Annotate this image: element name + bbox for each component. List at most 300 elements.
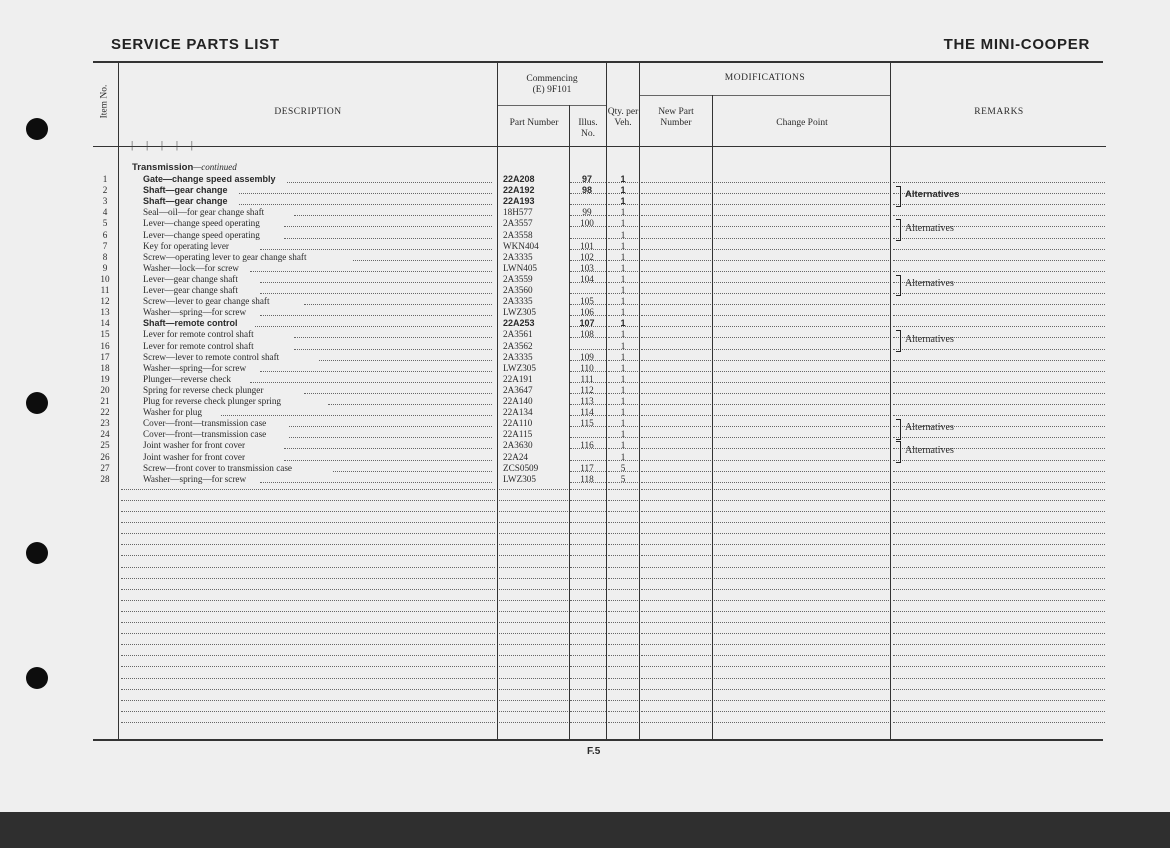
leader-dots — [608, 337, 638, 338]
leader-dots — [239, 193, 492, 194]
item-description: Cover—front—transmission case — [143, 429, 267, 440]
leader-dots — [570, 589, 606, 590]
item-description: Cover—front—transmission case — [143, 418, 267, 429]
leader-dots — [641, 578, 711, 579]
alternatives-bracket — [896, 441, 901, 462]
leader-dots — [893, 533, 1105, 534]
leader-dots — [641, 555, 711, 556]
item-description: Seal—oil—for gear change shaft — [143, 207, 265, 218]
leader-dots — [714, 437, 889, 438]
leader-dots — [641, 437, 711, 438]
quantity: 1 — [620, 296, 626, 307]
leader-dots — [641, 644, 711, 645]
commencing-rule — [498, 105, 606, 106]
item-number: 27 — [100, 462, 110, 473]
leader-dots — [608, 360, 638, 361]
leader-dots — [570, 555, 606, 556]
table-row — [0, 185, 1170, 196]
leader-dots — [714, 448, 889, 449]
leader-dots — [893, 633, 1105, 634]
leader-dots — [641, 282, 711, 283]
leader-dots — [608, 382, 638, 383]
leader-dots — [608, 700, 638, 701]
leader-dots — [121, 689, 495, 690]
illus-number: 111 — [580, 373, 594, 384]
part-number: 2A3562 — [503, 340, 533, 351]
remark-text: Alternatives — [905, 222, 954, 234]
leader-dots — [570, 349, 606, 350]
leader-dots — [641, 238, 711, 239]
illus-number: 113 — [580, 396, 594, 406]
illus-number: 118 — [580, 473, 594, 484]
leader-dots — [641, 489, 711, 490]
leader-dots — [608, 415, 638, 416]
table-row — [0, 418, 1170, 429]
leader-dots — [499, 622, 568, 623]
item-number: 10 — [100, 273, 110, 284]
item-number: 15 — [100, 329, 110, 340]
leader-dots — [714, 215, 889, 216]
quantity: 1 — [620, 329, 626, 340]
leader-dots — [893, 666, 1105, 667]
leader-dots — [570, 533, 606, 534]
leader-dots — [250, 271, 492, 272]
leader-dots — [289, 437, 492, 438]
quantity: 1 — [620, 351, 626, 362]
table-row — [0, 318, 1170, 329]
leader-dots — [239, 204, 492, 205]
leader-dots — [893, 522, 1105, 523]
leader-dots — [641, 337, 711, 338]
leader-dots — [641, 304, 711, 305]
table-row — [0, 474, 1170, 485]
part-number: 2A3335 — [503, 351, 533, 362]
leader-dots — [608, 282, 638, 283]
leader-dots — [641, 567, 711, 568]
leader-dots — [714, 415, 889, 416]
leader-dots — [570, 522, 606, 523]
quantity: 1 — [620, 384, 626, 395]
leader-dots — [893, 404, 1105, 405]
leader-dots — [255, 326, 492, 327]
item-description: Washer for plug — [143, 407, 202, 418]
leader-dots — [499, 655, 568, 656]
leader-dots — [714, 337, 889, 338]
item-description: Plunger—reverse check — [143, 373, 232, 384]
quantity: 1 — [620, 373, 626, 384]
quantity: 1 — [620, 174, 626, 184]
item-number: 23 — [100, 418, 110, 429]
leader-dots — [641, 711, 711, 712]
part-number: 22A24 — [503, 451, 529, 462]
leader-dots — [570, 238, 606, 239]
leader-dots — [893, 415, 1105, 416]
leader-dots — [714, 622, 889, 623]
leader-dots — [121, 611, 495, 612]
illus-number: 115 — [580, 418, 594, 429]
leader-dots — [499, 489, 568, 490]
leader-dots — [893, 326, 1105, 327]
leader-dots — [499, 533, 568, 534]
illus-number: 99 — [582, 207, 592, 218]
leader-dots — [570, 271, 606, 272]
item-description: Screw—lever to gear change shaft — [143, 296, 270, 307]
leader-dots — [714, 349, 889, 350]
leader-dots — [714, 204, 889, 205]
part-number: 2A3557 — [503, 218, 533, 229]
leader-dots — [499, 711, 568, 712]
leader-dots — [893, 215, 1105, 216]
quantity: 1 — [620, 451, 626, 462]
leader-dots — [714, 260, 889, 261]
leader-dots — [499, 722, 568, 723]
leader-dots — [260, 249, 492, 250]
table-row — [0, 463, 1170, 474]
leader-dots — [499, 544, 568, 545]
leader-dots — [570, 482, 606, 483]
leader-dots — [328, 404, 492, 405]
leader-dots — [893, 489, 1105, 490]
leader-dots — [570, 360, 606, 361]
leader-dots — [893, 249, 1105, 250]
part-number: 22A193 — [503, 196, 535, 207]
leader-dots — [121, 633, 495, 634]
leader-dots — [641, 622, 711, 623]
quantity: 1 — [620, 362, 626, 373]
leader-dots — [893, 544, 1105, 545]
leader-dots — [333, 471, 492, 472]
leader-dots — [294, 349, 492, 350]
leader-dots — [121, 655, 495, 656]
leader-dots — [284, 460, 492, 461]
leader-dots — [714, 700, 889, 701]
leader-dots — [714, 360, 889, 361]
leader-dots — [608, 271, 638, 272]
level-marks: | | | | | — [131, 139, 199, 151]
leader-dots — [570, 315, 606, 316]
leader-dots — [641, 226, 711, 227]
leader-dots — [714, 544, 889, 545]
leader-dots — [608, 215, 638, 216]
leader-dots — [893, 393, 1105, 394]
table-row — [0, 285, 1170, 296]
modifications-rule — [640, 95, 890, 96]
leader-dots — [608, 522, 638, 523]
leader-dots — [570, 567, 606, 568]
table-top-rule — [93, 61, 1103, 63]
leader-dots — [294, 215, 492, 216]
leader-dots — [641, 655, 711, 656]
leader-dots — [714, 404, 889, 405]
leader-dots — [570, 600, 606, 601]
leader-dots — [570, 226, 606, 227]
part-number: 22A253 — [503, 318, 535, 329]
leader-dots — [893, 304, 1105, 305]
leader-dots — [570, 448, 606, 449]
table-row — [0, 363, 1170, 374]
section-title-suffix: —continued — [193, 162, 237, 172]
leader-dots — [608, 578, 638, 579]
table-row — [0, 329, 1170, 340]
leader-dots — [570, 304, 606, 305]
page-number: F.5 — [587, 746, 601, 757]
quantity: 1 — [620, 418, 626, 429]
leader-dots — [570, 382, 606, 383]
leader-dots — [608, 426, 638, 427]
leader-dots — [608, 589, 638, 590]
table-row — [0, 352, 1170, 363]
table-row — [0, 307, 1170, 318]
illus-number: 117 — [580, 462, 594, 473]
leader-dots — [893, 382, 1105, 383]
leader-dots — [570, 371, 606, 372]
leader-dots — [641, 293, 711, 294]
quantity: 1 — [620, 262, 626, 273]
leader-dots — [608, 689, 638, 690]
leader-dots — [608, 371, 638, 372]
item-number: 14 — [100, 318, 110, 329]
quantity: 1 — [620, 218, 626, 229]
header-bottom-rule — [93, 146, 1106, 147]
leader-dots — [714, 711, 889, 712]
item-number: 12 — [100, 296, 110, 307]
leader-dots — [641, 326, 711, 327]
leader-dots — [570, 578, 606, 579]
leader-dots — [641, 522, 711, 523]
item-description: Joint washer for front cover — [143, 440, 246, 451]
remark-text: Alternatives — [905, 444, 954, 456]
leader-dots — [570, 500, 606, 501]
part-number: 22A140 — [503, 396, 533, 406]
leader-dots — [641, 600, 711, 601]
leader-dots — [499, 511, 568, 512]
leader-dots — [608, 393, 638, 394]
leader-dots — [714, 666, 889, 667]
table-row — [0, 252, 1170, 263]
item-description: Lever—change speed operating — [143, 229, 260, 240]
illus-number: 107 — [579, 318, 595, 329]
quantity: 1 — [620, 251, 626, 262]
leader-dots — [893, 360, 1105, 361]
leader-dots — [608, 666, 638, 667]
item-number: 13 — [100, 307, 110, 318]
leader-dots — [499, 589, 568, 590]
leader-dots — [121, 567, 495, 568]
leader-dots — [570, 611, 606, 612]
leader-dots — [893, 511, 1105, 512]
leader-dots — [608, 404, 638, 405]
leader-dots — [260, 371, 492, 372]
leader-dots — [319, 360, 493, 361]
quantity: 1 — [620, 429, 626, 440]
leader-dots — [893, 482, 1105, 483]
leader-dots — [570, 337, 606, 338]
leader-dots — [714, 500, 889, 501]
leader-dots — [121, 500, 495, 501]
leader-dots — [570, 437, 606, 438]
leader-dots — [641, 533, 711, 534]
leader-dots — [499, 644, 568, 645]
leader-dots — [893, 700, 1105, 701]
leader-dots — [893, 460, 1105, 461]
leader-dots — [570, 393, 606, 394]
part-number: 22A134 — [503, 407, 533, 418]
table-row — [0, 274, 1170, 285]
leader-dots — [608, 482, 638, 483]
leader-dots — [221, 415, 493, 416]
quantity: 1 — [620, 207, 626, 218]
leader-dots — [641, 393, 711, 394]
item-description: Washer—lock—for screw — [143, 262, 239, 273]
leader-dots — [608, 622, 638, 623]
leader-dots — [714, 460, 889, 461]
leader-dots — [714, 611, 889, 612]
item-number: 4 — [102, 207, 108, 218]
leader-dots — [608, 260, 638, 261]
item-number: 21 — [100, 396, 110, 406]
leader-dots — [570, 666, 606, 667]
leader-dots — [714, 633, 889, 634]
alternatives-bracket — [896, 275, 901, 296]
leader-dots — [714, 326, 889, 327]
leader-dots — [714, 567, 889, 568]
leader-dots — [570, 415, 606, 416]
leader-dots — [714, 600, 889, 601]
leader-dots — [570, 722, 606, 723]
commencing-header: Commencing — [526, 74, 578, 84]
leader-dots — [570, 544, 606, 545]
item-description: Shaft—remote control — [143, 318, 238, 329]
leader-dots — [499, 689, 568, 690]
leader-dots — [608, 567, 638, 568]
leader-dots — [893, 722, 1105, 723]
alternatives-bracket — [896, 330, 901, 351]
leader-dots — [714, 271, 889, 272]
leader-dots — [641, 471, 711, 472]
page-title-right: THE MINI-COOPER — [943, 36, 1090, 53]
leader-dots — [499, 666, 568, 667]
item-number: 26 — [100, 451, 110, 462]
part-number: 22A115 — [503, 429, 533, 440]
table-bottom-rule — [93, 739, 1103, 741]
leader-dots — [893, 600, 1105, 601]
table-row — [0, 296, 1170, 307]
leader-dots — [893, 589, 1105, 590]
leader-dots — [570, 249, 606, 250]
part-number: 2A3558 — [503, 229, 533, 240]
leader-dots — [641, 260, 711, 261]
leader-dots — [608, 226, 638, 227]
leader-dots — [641, 722, 711, 723]
leader-dots — [893, 204, 1105, 205]
leader-dots — [641, 182, 711, 183]
table-row — [0, 440, 1170, 451]
leader-dots — [714, 655, 889, 656]
item-description: Gate—change speed assembly — [143, 174, 276, 184]
leader-dots — [641, 249, 711, 250]
leader-dots — [641, 689, 711, 690]
table-row — [0, 207, 1170, 218]
item-no-header: Item No. — [99, 84, 110, 119]
leader-dots — [570, 689, 606, 690]
item-number: 2 — [102, 185, 108, 196]
leader-dots — [499, 500, 568, 501]
item-description: Washer—spring—for screw — [143, 362, 247, 373]
leader-dots — [641, 700, 711, 701]
part-number: 2A3647 — [503, 384, 533, 395]
part-number-header: Part Number — [509, 118, 559, 128]
punch-hole — [26, 118, 48, 140]
leader-dots — [714, 511, 889, 512]
leader-dots — [570, 182, 606, 183]
remarks-header: REMARKS — [974, 107, 1024, 117]
leader-dots — [641, 511, 711, 512]
part-number: 2A3560 — [503, 285, 533, 295]
item-description: Lever for remote control shaft — [143, 329, 254, 340]
leader-dots — [608, 249, 638, 250]
part-number: 2A3335 — [503, 296, 533, 307]
leader-dots — [608, 600, 638, 601]
illus-number: 98 — [581, 185, 592, 196]
leader-dots — [893, 678, 1105, 679]
leader-dots — [608, 722, 638, 723]
leader-dots — [570, 633, 606, 634]
item-description: Key for operating lever — [143, 240, 229, 251]
part-number: ZCS0509 — [503, 462, 539, 473]
quantity: 1 — [620, 407, 626, 418]
leader-dots — [284, 226, 492, 227]
leader-dots — [714, 722, 889, 723]
leader-dots — [641, 371, 711, 372]
leader-dots — [714, 249, 889, 250]
leader-dots — [499, 611, 568, 612]
leader-dots — [641, 215, 711, 216]
leader-dots — [714, 644, 889, 645]
item-description: Lever—change speed operating — [143, 218, 260, 229]
item-number: 25 — [100, 440, 110, 451]
leader-dots — [608, 326, 638, 327]
leader-dots — [353, 260, 492, 261]
commencing-sub-header: (E) 9F101 — [532, 85, 572, 95]
scan-background-strip — [0, 812, 1170, 848]
table-row — [0, 241, 1170, 252]
leader-dots — [121, 600, 495, 601]
change-point-header: Change Point — [776, 118, 828, 128]
table-row — [0, 385, 1170, 396]
quantity: 5 — [620, 473, 626, 484]
leader-dots — [121, 511, 495, 512]
leader-dots — [250, 382, 492, 383]
table-row — [0, 174, 1170, 185]
leader-dots — [714, 226, 889, 227]
item-number: 16 — [100, 340, 110, 351]
alternatives-bracket — [896, 219, 901, 240]
leader-dots — [893, 182, 1105, 183]
illus-number: 116 — [580, 440, 594, 451]
leader-dots — [641, 482, 711, 483]
leader-dots — [121, 666, 495, 667]
leader-dots — [499, 578, 568, 579]
item-description: Washer—spring—for screw — [143, 473, 247, 484]
leader-dots — [893, 293, 1105, 294]
leader-dots — [121, 578, 495, 579]
part-number: LWZ305 — [503, 307, 536, 318]
item-description: Screw—lever to remote control shaft — [143, 351, 280, 362]
leader-dots — [641, 666, 711, 667]
quantity: 1 — [620, 240, 626, 251]
leader-dots — [570, 471, 606, 472]
leader-dots — [608, 511, 638, 512]
